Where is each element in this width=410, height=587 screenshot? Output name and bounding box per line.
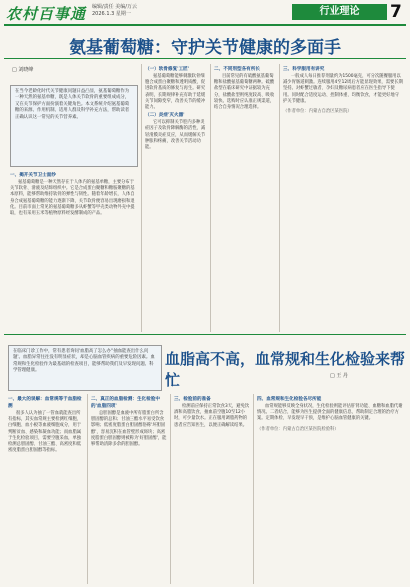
article1-heading-5: 三、科学服用有讲究 <box>283 67 325 72</box>
article1-text-3: 它可以抑制关节腔内多种炎症因子及软骨降解酶的活性，减轻滑膜炎症反应，从而缓解关节肿胀和疼痛，改善关节活动功能。 <box>145 120 206 151</box>
column-divider <box>141 64 142 332</box>
article2-text-4: 血常规能够反映全身状况，生化检验则能评估肝肾功能、血糖和血脂代谢情况。二者结合，能够为医生提供全面的健康信息，帮助制定合理的治疗方案。定期体检、早发现早干预，是维护心脑血管健康的关键。 <box>257 404 403 422</box>
article1-column-1 <box>10 172 138 332</box>
column-divider <box>170 394 171 584</box>
article2-closing: （作者单位：内蒙古自治区某医院检验科） <box>257 426 339 432</box>
article1-heading-3: （二）炎症'灭火器' <box>145 113 185 119</box>
article2-column-3 <box>174 396 250 582</box>
article1-title: 氨基葡萄糖：守护关节健康的多面手 <box>69 38 341 58</box>
article1-heading-4: 二、不同剂型各有所长 <box>214 67 260 72</box>
editor-line: 编辑/责任 美编/万云 <box>92 4 137 10</box>
column-divider <box>210 64 211 332</box>
article2-title: 血脂高不高，血常规和生化检验来帮忙 <box>165 350 406 389</box>
column-divider <box>253 394 254 584</box>
page-number: 7 <box>390 2 402 22</box>
article1-closing: （作者单位：内蒙古自治区某医院） <box>283 109 352 115</box>
article2-text-2: 总胆固醇是血液中所有脂蛋白所含胆固醇的总和；甘油三酯水平易受饮食影响；低密度脂蛋白胆固醇俗称'坏胆固醇'，容易沉积在血管壁形成斑块；高密度脂蛋白胆固醇则被称为'好胆固醇'，能够帮助清除多余的胆固醇。 <box>91 411 167 448</box>
article2-column-4 <box>257 396 403 582</box>
column-divider <box>279 64 280 332</box>
article1-title-rule <box>4 58 406 59</box>
section-label: 行业理论 <box>292 4 387 20</box>
article2-text-3: 检测前应保持正常饮食3天，避免饮酒和高脂饮食，抽血前空腹10至12小时，可少量饮水。正在服用调脂药物的患者应告知医生，以便正确解读结果。 <box>174 404 250 428</box>
article1-heading-1: 一、揭开关节卫士面纱 <box>10 173 56 178</box>
article2-column-1 <box>8 396 84 582</box>
newspaper-logo: 农村百事通 <box>6 5 87 23</box>
article1-column-4 <box>283 66 403 332</box>
article1-byline: □ 刘晓峰 <box>12 67 34 73</box>
article2-heading-4: 四、血常规和生化检验各尽所能 <box>257 397 322 402</box>
article1-lead-box: 在当今老龄化时代关节健康问题日益凸显，氨基葡萄糖作为一种天然的氨基单糖，既是人体关节软骨的重要组成成分，又在关节保护方面扮演着关键角色。本文系统介绍氨基葡萄糖的来源、作用机制、适用人群及科学补充方法，帮助读者正确认识这一常见的关节营养素。 <box>10 85 138 167</box>
article2-column-2 <box>91 396 167 582</box>
article1-column-3 <box>214 66 276 332</box>
article2-byline: □ 王 丹 <box>330 373 348 379</box>
article-separator <box>4 334 406 335</box>
date-line: 2026.1.3 星期一 <box>92 11 131 17</box>
issue-meta <box>92 4 137 18</box>
column-divider <box>87 394 88 584</box>
article2-text-1: 很多人认为抽了一管血就能查出所有指标，其实血常规主要检测红细胞、白细胞、血小板等血液细胞成分，用于判断贫血、感染和凝血功能；而血脂属于生化检验项目，需要空腹采血，单独检测总胆固醇、甘油三酯、高密度和低密度脂蛋白胆固醇等指标。 <box>8 411 82 454</box>
article2-heading-2: 二、真正的血脂检测：生化检验中的'血脂四项' <box>91 397 160 409</box>
article2-lead-box: 在临床门诊工作中，常有患者询问'血脂高了怎么办''抽血能查出什么问题'。血脂异常往往没有明显症状，却是心脑血管疾病的重要危险因素。血常规和生化检验作为最基础的检查项目，能够帮助我们及早发现问题、科学管理健康。 <box>8 345 162 391</box>
article1-text-4: 目前常见的有硫酸氨基葡萄糖和盐酸氨基葡萄糖两种。硫酸盐型在临床研究中证据较为充分，盐酸盐型则纯度较高、吸收较快。选购时应认准正规渠道，结合自身情况合理选择。 <box>214 74 275 111</box>
masthead-rule <box>4 24 406 26</box>
article2-heading-3: 三、检验前的准备 <box>174 397 211 402</box>
article1-column-2 <box>145 66 207 332</box>
article1-text-1: 氨基葡萄糖是一种天然存在于人体内的氨基单糖，主要分布于关节软骨、滑液及结缔组织中。它是合成蛋白聚糖和糖胺聚糖的基本原料，能够帮助维持软骨的弹性与韧性。随着年龄增长，人体自身合成氨基葡萄糖的能力逐渐下降，关节软骨便容易出现磨损和退化。目前市面上常见的氨基葡萄糖多从虾蟹等甲壳类动物外壳中提取，也有采用玉米等植物原料经发酵制成的产品。 <box>10 180 135 217</box>
article1-text-2: 氨基葡萄糖能够刺激软骨细胞合成蛋白聚糖和透明质酸，促进软骨基质的修复与再生。研究表明，长期规律补充有助于延缓关节间隙变窄，改善关节的缓冲能力。 <box>145 74 206 111</box>
article1-heading-2: （一）软骨修复'工匠' <box>145 67 190 72</box>
article2-heading-1: 一、最大的误解：血常规等于血脂检测 <box>8 397 82 409</box>
article1-text-5: 一般成人每日推荐剂量约为1500毫克，可分次随餐服用以减少胃肠道刺激。连续服用4至12周后方能显现效果，需要长期坚持。对虾蟹过敏者、孕妇及糖尿病患者应在医生指导下使用。同时配合适度运动、控制体重、均衡饮食，才能更好地守护关节健康。 <box>283 74 403 104</box>
